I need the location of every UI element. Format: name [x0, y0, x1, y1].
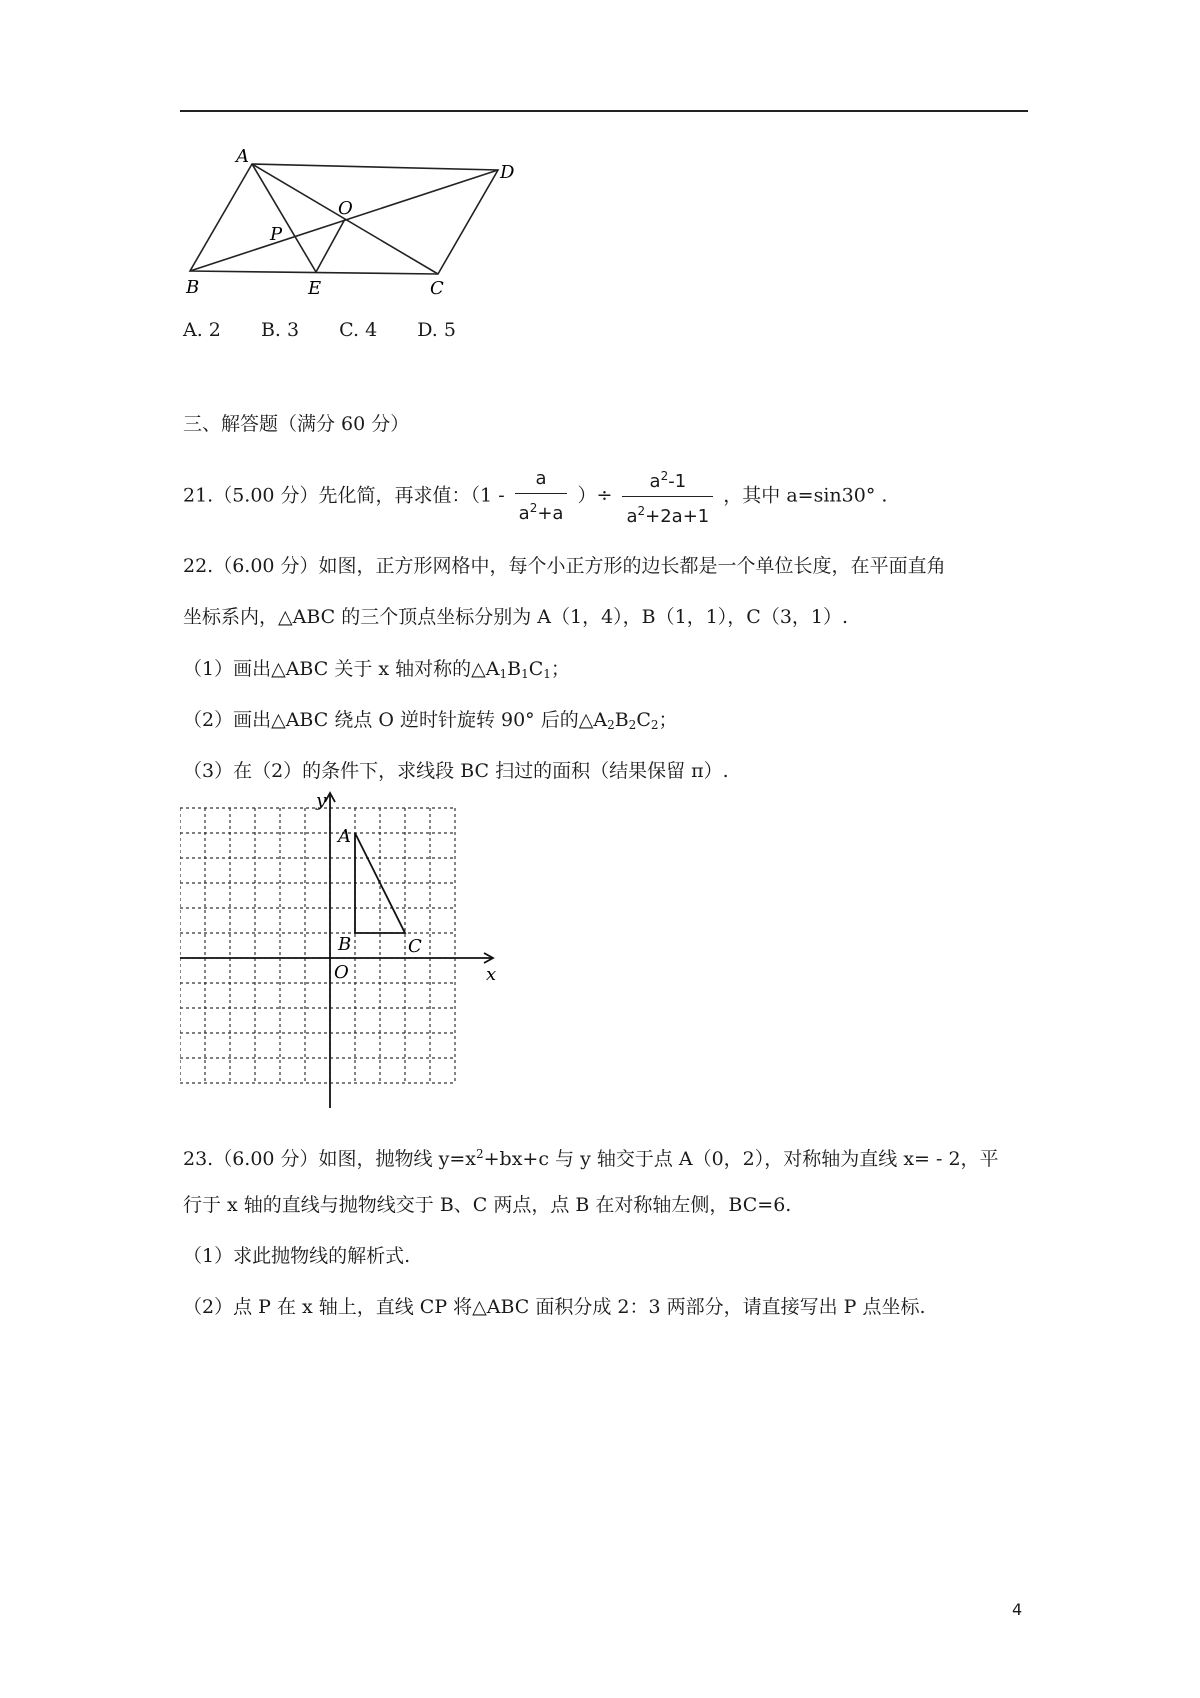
- q21-suffix: ，其中 a=sin30° .: [723, 484, 888, 507]
- section3-title: 三、解答题（满分 60 分）: [183, 413, 410, 435]
- label-o: O: [338, 198, 353, 219]
- q22-line2: 坐标系内，△ABC 的三个顶点坐标分别为 A（1，4），B（1，1），C（3，1）.: [183, 606, 849, 628]
- label-p: P: [270, 224, 283, 245]
- q21-fraction-1: $\frac{a}{a^2+a}$: [515, 465, 568, 528]
- q21-prefix: 21.（5.00 分）先化简，再求值：（1 -: [183, 484, 505, 507]
- label-c: C: [430, 278, 444, 298]
- segment-eo: [316, 219, 345, 272]
- choice-c: C. 4: [339, 319, 378, 341]
- q23-part1: （1）求此抛物线的解析式.: [183, 1245, 411, 1267]
- q23-part2: （2）点 P 在 x 轴上，直线 CP 将△ABC 面积分成 2：3 两部分，请直接写出 P 点坐标.: [183, 1296, 926, 1318]
- label-x: x: [486, 964, 497, 985]
- q22-part3: （3）在（2）的条件下，求线段 BC 扫过的面积（结果保留 π）.: [183, 760, 729, 782]
- label-a2: A: [338, 826, 351, 847]
- label-o2: O: [334, 962, 349, 983]
- page-number: 4: [1012, 1600, 1023, 1619]
- label-d: D: [500, 162, 515, 183]
- q22-part2: （2）画出△ABC 绕点 O 逆时针旋转 90° 后的$\triangle A_2B_2C_2$；: [183, 709, 678, 732]
- choice-b: B. 3: [260, 319, 300, 341]
- q23-line1: 23.（6.00 分）如图，抛物线 $y=x^2+bx+c$ 与 y 轴交于点 A（0，2），对称轴为直线 x= - 2，平: [183, 1147, 999, 1170]
- parallelogram-figure: [180, 148, 520, 298]
- label-c2: C: [408, 936, 422, 957]
- choice-d: D. 5: [417, 319, 456, 341]
- coordinate-grid-figure: [180, 790, 510, 1110]
- label-y: y: [316, 790, 327, 811]
- label-b2: B: [338, 934, 352, 955]
- choice-a: A. 2: [183, 319, 221, 341]
- q21-divide: ）÷: [577, 484, 613, 507]
- segment-ae: [252, 164, 316, 272]
- header-rule: [180, 110, 1028, 112]
- q22-part1: （1）画出△ABC 关于 x 轴对称的$\triangle A_1B_1C_1$；: [183, 658, 570, 681]
- label-b: B: [186, 277, 200, 298]
- q21: [183, 462, 887, 531]
- q20-choices: [183, 316, 490, 344]
- q21-frac1-num: a: [535, 468, 547, 489]
- q22-line1: 22.（6.00 分）如图，正方形网格中，每个小正方形的边长都是一个单位长度，在平面直角: [183, 555, 946, 577]
- label-e: E: [308, 278, 322, 298]
- q23-line2: 行于 x 轴的直线与抛物线交于 B、C 两点，点 B 在对称轴左侧，BC=6.: [183, 1194, 792, 1216]
- label-a: A: [236, 148, 249, 167]
- q21-fraction-2: $\frac{a^2-1}{a^2+2a+1}$: [622, 462, 713, 531]
